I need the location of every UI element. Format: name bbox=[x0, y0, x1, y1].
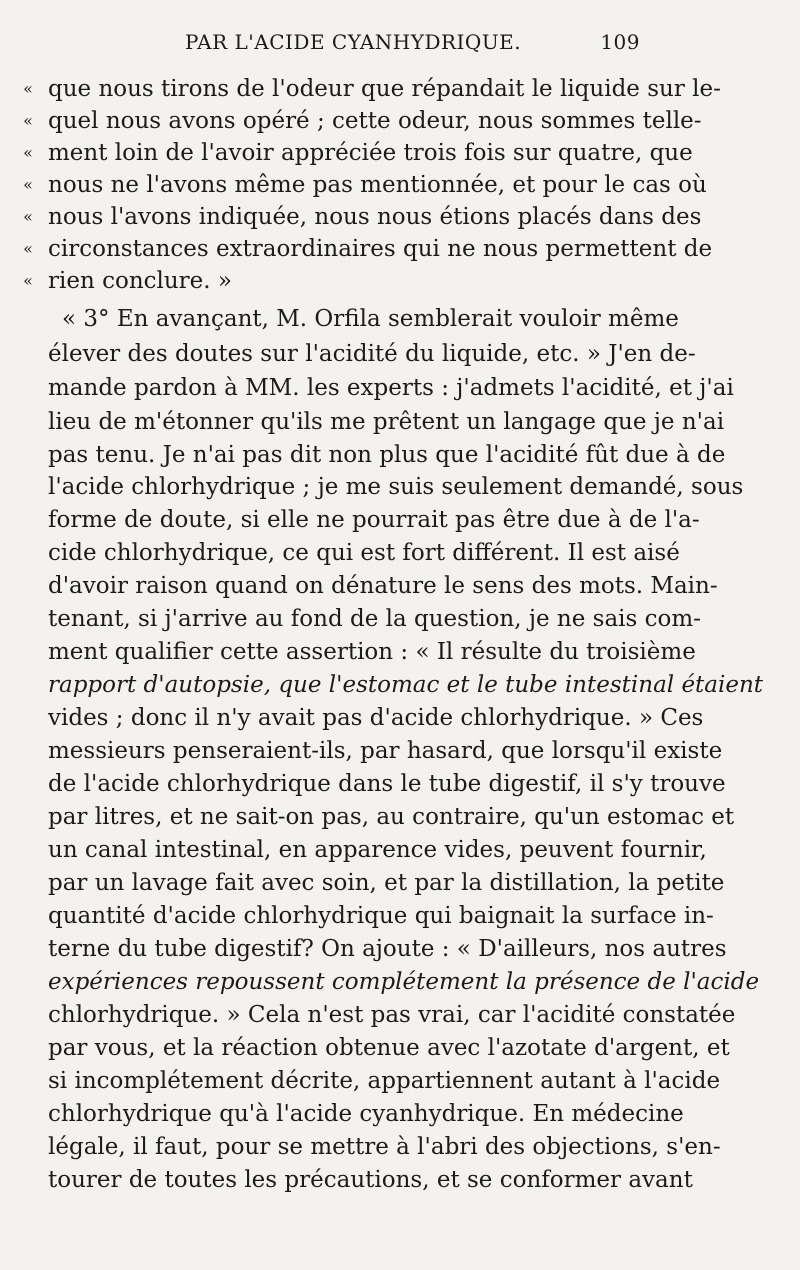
text-line: « 3° En avançant, M. Orfila semblerait vouloir même bbox=[62, 306, 679, 332]
text-line: forme de doute, si elle ne pourrait pas être due à de l'a- bbox=[48, 507, 700, 533]
text-line: messieurs penseraient-ils, par hasard, que lorsqu'il existe bbox=[48, 738, 723, 764]
text-line: nous ne l'avons même pas mentionnée, et pour le cas où bbox=[48, 172, 707, 198]
margin-quote-mark: « bbox=[23, 271, 33, 290]
text-line: rien conclure. » bbox=[48, 268, 232, 294]
text-line: d'avoir raison quand on dénature le sens des mots. Main- bbox=[48, 573, 718, 599]
margin-quote-mark: « bbox=[23, 79, 33, 98]
text-line: ment loin de l'avoir appréciée trois fois sur quatre, que bbox=[48, 140, 693, 166]
text-line: chlorhydrique. » Cela n'est pas vrai, car l'acidité constatée bbox=[48, 1002, 736, 1028]
margin-quote-mark: « bbox=[23, 111, 33, 130]
text-line: pas tenu. Je n'ai pas dit non plus que l'acidité fût due à de bbox=[48, 442, 726, 468]
text-line: chlorhydrique qu'à l'acide cyanhydrique. En médecine bbox=[48, 1101, 684, 1127]
text-line: tourer de toutes les précautions, et se conformer avant bbox=[48, 1167, 693, 1193]
margin-quote-mark: « bbox=[23, 207, 33, 226]
text-line: l'acide chlorhydrique ; je me suis seulement demandé, sous bbox=[48, 474, 744, 500]
text-line: circonstances extraordinaires qui ne nous permettent de bbox=[48, 236, 713, 262]
text-line: cide chlorhydrique, ce qui est fort différent. Il est aisé bbox=[48, 540, 680, 566]
text-line: quel nous avons opéré ; cette odeur, nous sommes telle- bbox=[48, 108, 702, 134]
text-line: expériences repoussent complétement la présence de l'acide bbox=[48, 969, 760, 995]
text-line: de l'acide chlorhydrique dans le tube digestif, il s'y trouve bbox=[48, 771, 726, 797]
text-line: rapport d'autopsie, que l'estomac et le tube intestinal étaient bbox=[48, 672, 764, 698]
page-number: 109 bbox=[600, 30, 640, 54]
margin-quote-mark: « bbox=[23, 239, 33, 258]
text-line: par vous, et la réaction obtenue avec l'azotate d'argent, et bbox=[48, 1035, 730, 1061]
text-line: mande pardon à MM. les experts : j'admets l'acidité, et j'ai bbox=[48, 375, 734, 401]
text-line: légale, il faut, pour se mettre à l'abri des objections, s'en- bbox=[48, 1134, 721, 1160]
text-line: quantité d'acide chlorhydrique qui baignait la surface in- bbox=[48, 903, 714, 929]
margin-quote-mark: « bbox=[23, 143, 33, 162]
text-line: lieu de m'étonner qu'ils me prêtent un langage que je n'ai bbox=[48, 409, 725, 435]
running-title: PAR L'ACIDE CYANHYDRIQUE. bbox=[185, 30, 522, 54]
text-line: par litres, et ne sait-on pas, au contraire, qu'un estomac et bbox=[48, 804, 735, 830]
margin-quote-mark: « bbox=[23, 175, 33, 194]
text-line: nous l'avons indiquée, nous nous étions placés dans des bbox=[48, 204, 702, 230]
text-line: ment qualifier cette assertion : « Il résulte du troisième bbox=[48, 639, 696, 665]
text-line: tenant, si j'arrive au fond de la question, je ne sais com- bbox=[48, 606, 701, 632]
text-line: terne du tube digestif? On ajoute : « D'ailleurs, nos autres bbox=[48, 936, 727, 962]
running-header bbox=[185, 30, 640, 60]
text-line: un canal intestinal, en apparence vides, peuvent fournir, bbox=[48, 837, 707, 863]
text-line: élever des doutes sur l'acidité du liquide, etc. » J'en de- bbox=[48, 341, 696, 367]
text-line: que nous tirons de l'odeur que répandait le liquide sur le- bbox=[48, 76, 721, 102]
text-line: par un lavage fait avec soin, et par la distillation, la petite bbox=[48, 870, 725, 896]
text-line: vides ; donc il n'y avait pas d'acide chlorhydrique. » Ces bbox=[48, 705, 704, 731]
text-line: si incomplétement décrite, appartiennent autant à l'acide bbox=[48, 1068, 721, 1094]
